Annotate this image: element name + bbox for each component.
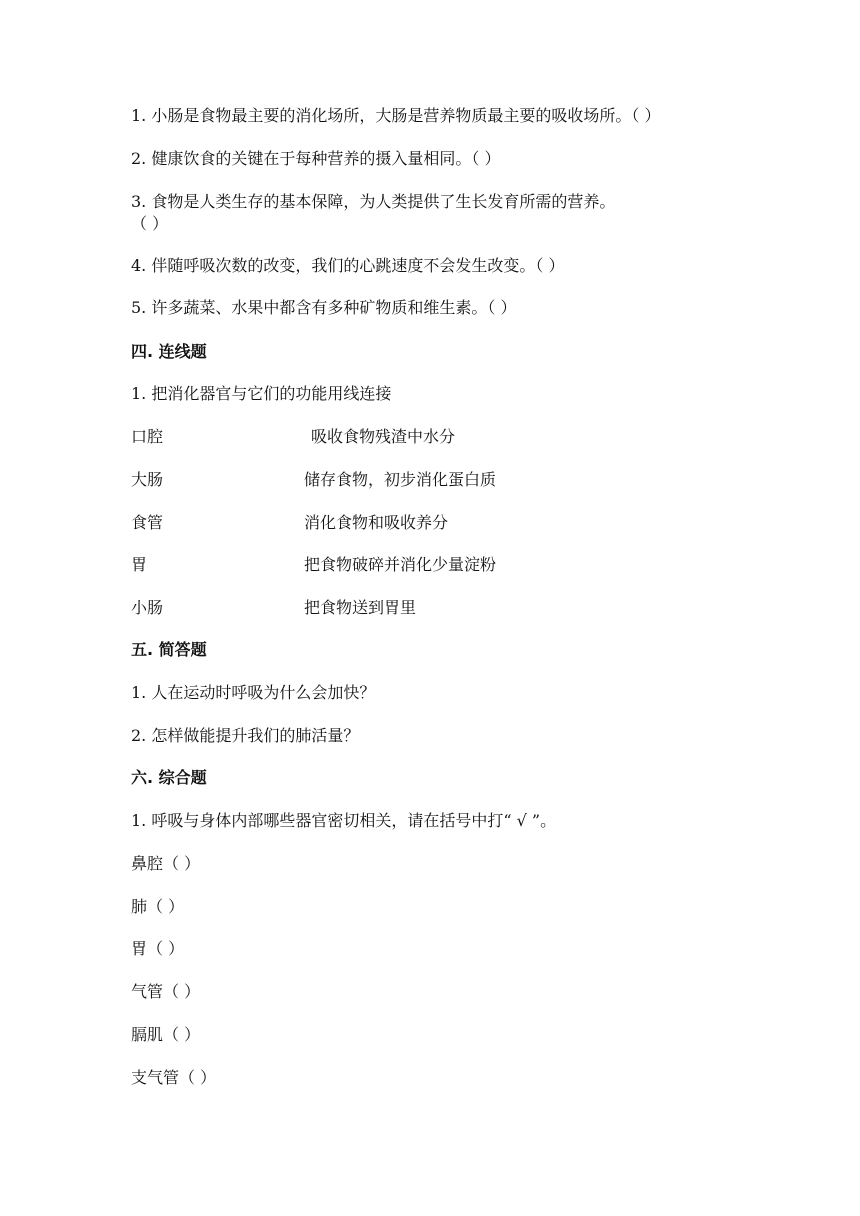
- organ-label: 胃: [131, 555, 148, 574]
- organ-label: 小肠: [131, 598, 164, 617]
- judgement-item-5: 5. 许多蔬菜、水果中都含有多种矿物质和维生素。（ ）: [131, 298, 517, 317]
- function-label: 把食物送到胃里: [304, 598, 417, 617]
- section-heading-short-answer: 五. 简答题: [131, 640, 207, 659]
- short-answer-question-1: 1. 人在运动时呼吸为什么会加快？: [131, 683, 376, 702]
- short-answer-question-2: 2. 怎样做能提升我们的肺活量？: [131, 726, 360, 745]
- checklist-item: 鼻腔（ ）: [131, 854, 201, 873]
- organ-label: 口腔: [131, 427, 164, 446]
- checklist-item: 膈肌（ ）: [131, 1025, 201, 1044]
- judgement-item-3-bracket: （ ）: [131, 214, 169, 233]
- checklist-item: 支气管（ ）: [131, 1068, 217, 1087]
- judgement-item-4: 4. 伴随呼吸次数的改变，我们的心跳速度不会发生改变。（ ）: [131, 256, 565, 275]
- judgement-item-2: 2. 健康饮食的关键在于每种营养的摄入量相同。（ ）: [131, 149, 501, 168]
- matching-question: 1. 把消化器官与它们的功能用线连接: [131, 384, 392, 403]
- judgement-item-3: 3. 食物是人类生存的基本保障，为人类提供了生长发育所需的营养。: [131, 192, 616, 211]
- checklist-item: 气管（ ）: [131, 982, 201, 1001]
- function-label: 把食物破碎并消化少量淀粉: [304, 555, 497, 574]
- organ-label: 食管: [131, 513, 164, 532]
- comprehensive-question: 1. 呼吸与身体内部哪些器官密切相关，请在括号中打“ √ ”。: [131, 811, 557, 830]
- function-label: 消化食物和吸收养分: [304, 513, 449, 532]
- checklist-item: 胃（ ）: [131, 939, 185, 958]
- judgement-item-1: 1. 小肠是食物最主要的消化场所，大肠是营养物质最主要的吸收场所。（ ）: [131, 106, 661, 125]
- section-heading-matching: 四. 连线题: [131, 342, 207, 361]
- function-label: 吸收食物残渣中水分: [311, 427, 456, 446]
- checklist-item: 肺（ ）: [131, 897, 185, 916]
- function-label: 储存食物，初步消化蛋白质: [304, 470, 497, 489]
- organ-label: 大肠: [131, 470, 164, 489]
- section-heading-comprehensive: 六. 综合题: [131, 768, 207, 787]
